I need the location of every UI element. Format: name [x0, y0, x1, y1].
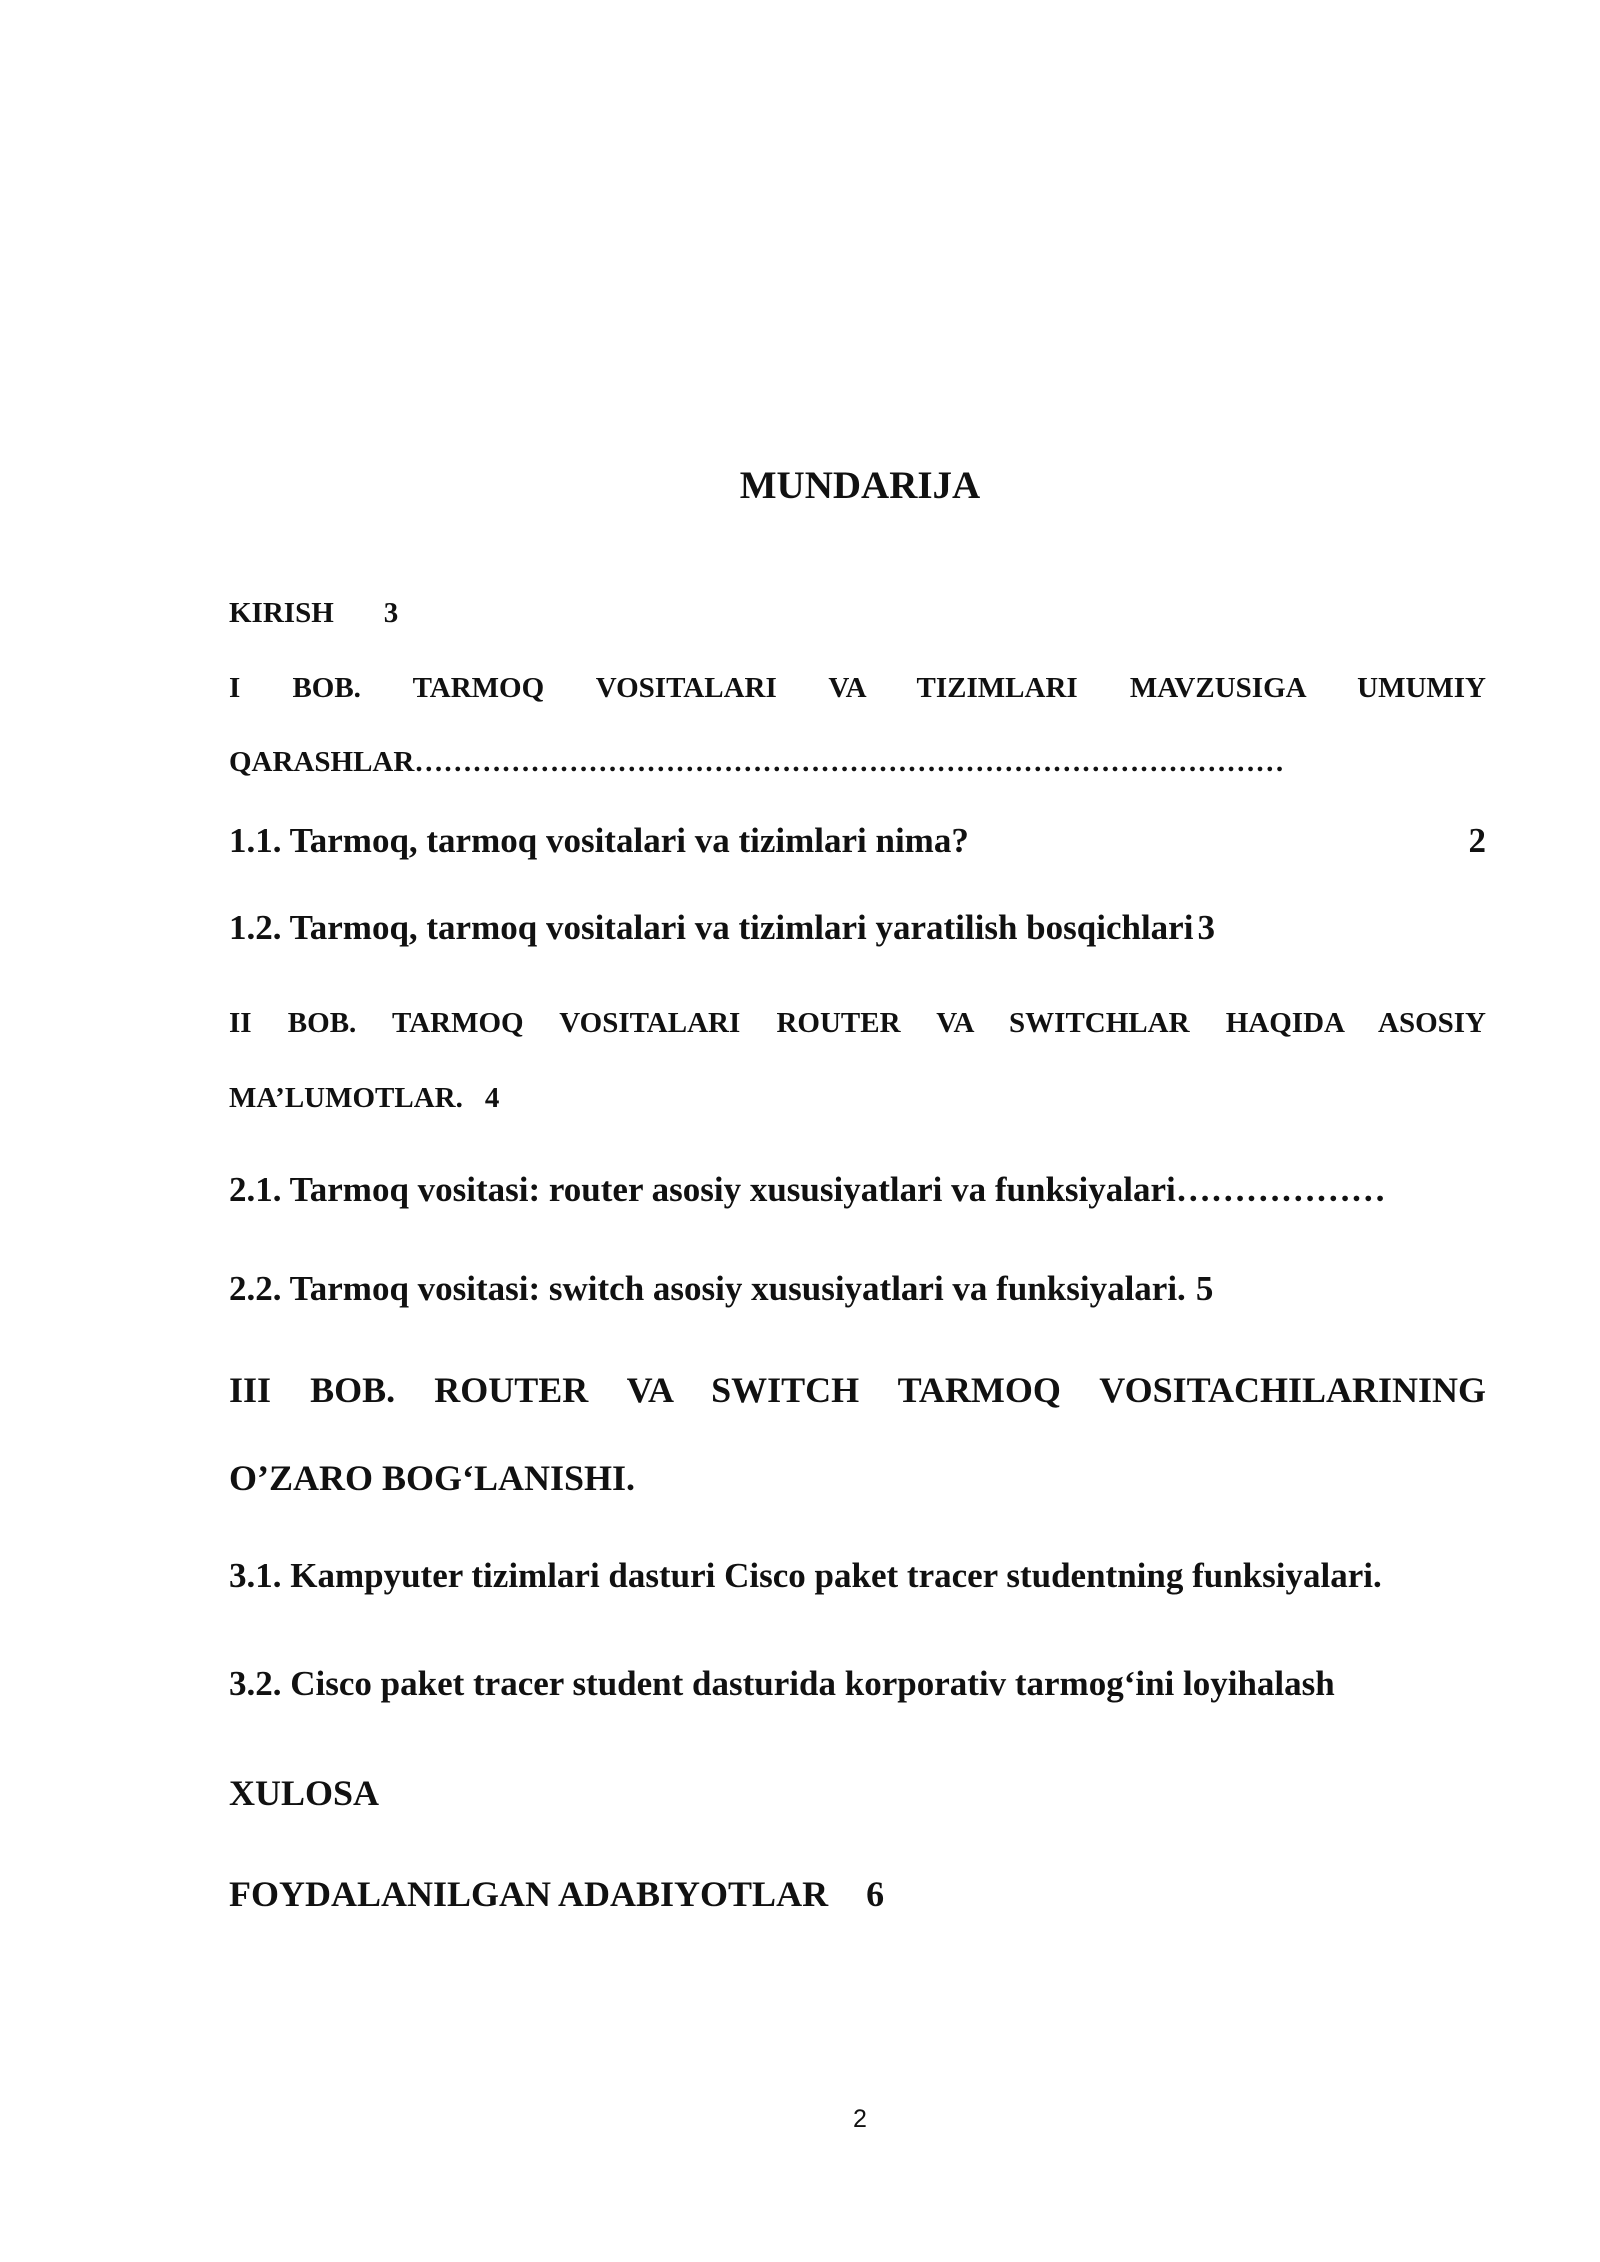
- toc-entry-bob1-line1[interactable]: I BOB. TARMOQ VOSITALARI VA TIZIMLARI MAVZUSIGA UMUMIY: [229, 672, 1486, 704]
- toc-entry-page: 4: [484, 1082, 500, 1114]
- toc-entry-1-2[interactable]: [229, 907, 1486, 949]
- toc-entry-page: 6: [866, 1874, 885, 1914]
- toc-entry-3-2[interactable]: 3.2. Cisco paket tracer student dasturida korporativ tarmog‘ini loyihalash: [229, 1664, 1335, 1703]
- toc-entry-label: MA’LUMOTLAR.: [229, 1082, 463, 1114]
- toc-entry-label: KIRISH: [229, 597, 334, 629]
- toc-entry-bob3-line2[interactable]: O’ZARO BOG‘LANISHI.: [229, 1458, 636, 1498]
- toc-entry-kirish[interactable]: [229, 595, 1486, 631]
- toc-entry-2-2[interactable]: [229, 1268, 1486, 1310]
- toc-entry-1-1[interactable]: [229, 820, 1486, 862]
- toc-entry-bob2-line2[interactable]: [229, 1080, 1486, 1116]
- toc-entry-page: 3: [1197, 908, 1215, 947]
- toc-entry-3-1[interactable]: 3.1. Kampyuter tizimlari dasturi Cisco paket tracer studentning funksiyalari.: [229, 1556, 1382, 1595]
- toc-entry-bob3-line1[interactable]: III BOB. ROUTER VA SWITCH TARMOQ VOSITACHILARINING: [229, 1370, 1486, 1410]
- toc-entry-page: 3: [383, 597, 399, 629]
- toc-entry-bob1-line2[interactable]: QARASHLAR………………………………………………………………………………: [229, 746, 1285, 778]
- toc-entry-page: 2: [1468, 821, 1486, 860]
- toc-entry-page: 5: [1195, 1269, 1214, 1308]
- page-number: 2: [853, 2105, 867, 2133]
- toc-entry-xulosa[interactable]: XULOSA: [229, 1773, 380, 1813]
- page-title: MUNDARIJA: [739, 464, 981, 507]
- toc-entry-label: 1.2. Tarmoq, tarmoq vositalari va tizimlari yaratilish bosqichlari: [229, 908, 1194, 947]
- toc-entry-label: FOYDALANILGAN ADABIYOTLAR: [229, 1874, 829, 1914]
- toc-entry-adabiyotlar[interactable]: [229, 1872, 1486, 1916]
- toc-entry-2-1[interactable]: 2.1. Tarmoq vositasi: router asosiy xususiyatlari va funksiyalari………………: [229, 1170, 1386, 1209]
- toc-entry-bob2-line1[interactable]: II BOB. TARMOQ VOSITALARI ROUTER VA SWITCHLAR HAQIDA ASOSIY: [229, 1007, 1486, 1039]
- toc-entry-label: 1.1. Tarmoq, tarmoq vositalari va tizimlari nima?: [229, 821, 969, 860]
- toc-entry-label: 2.2. Tarmoq vositasi: switch asosiy xususiyatlari va funksiyalari.: [229, 1269, 1186, 1308]
